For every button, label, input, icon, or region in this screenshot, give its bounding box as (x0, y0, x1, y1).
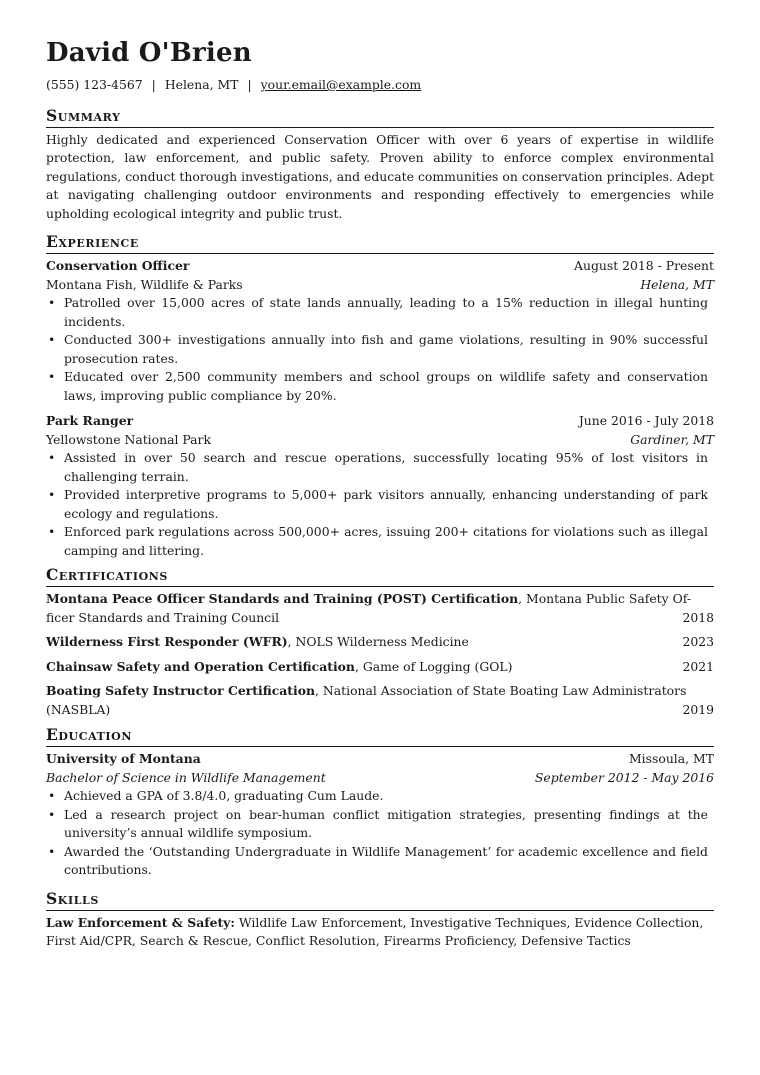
job-bullet: • Conducted 300+ investigations annually into fish and game violations, resulting in 90% successful prosecution rates. (64, 331, 714, 368)
job-bullet: • Patrolled over 15,000 acres of state lands annually, leading to a 15% reduction in illegal hunting incidents. (64, 294, 714, 331)
certification-name: Wilderness First Responder (WFR) (46, 634, 288, 649)
certification-name: Boating Safety Instructor Certification (46, 683, 316, 698)
candidate-name: David O'Brien (46, 38, 252, 68)
job-entry (46, 257, 714, 405)
certification-year: 2023 (682, 634, 714, 649)
contact-line (46, 76, 714, 95)
skills-section (46, 889, 714, 951)
skills-list: Wildlife Law Enforcement, Investigative Techniques, Evidence Collection, First Aid/CPR, Search & Rescue, Conflict Resolution, Firearms Proficiency, Defensive Tactics (46, 914, 704, 948)
job-location: Helena, MT (640, 276, 714, 292)
section-title-certifications: Certifications (46, 565, 714, 587)
certification-name: Montana Peace Officer Standards and Training (POST) Certification (46, 591, 519, 606)
contact-separator: | (247, 77, 252, 92)
certification-issuer: , NOLS Wilderness Medicine (287, 634, 469, 649)
job-dates: August 2018 - Present (574, 258, 714, 273)
job-location: Gardiner, MT (630, 431, 714, 447)
section-title-education: Education (46, 725, 714, 747)
school-location: Missoula, MT (629, 751, 714, 766)
email-link[interactable]: your.email@example.com (260, 77, 422, 92)
job-entry (46, 412, 714, 560)
job-dates: June 2016 - July 2018 (578, 413, 714, 428)
skills-line (46, 914, 714, 951)
education-bullet: • Achieved a GPA of 3.8/4.0, graduating Cum Laude. (64, 787, 714, 806)
job-bullet: • Enforced park regulations across 500,000+ acres, issuing 200+ citations for violations such as illegal camping and littering. (64, 523, 714, 560)
certification-year: 2021 (682, 658, 714, 674)
certification-issuer: , Game of Logging (GOL) (354, 658, 513, 674)
certification-issuer: ficer Standards and Training Council (46, 609, 280, 625)
phone-number: (555) 123-4567 (46, 77, 143, 92)
job-role: Park Ranger (46, 413, 134, 428)
certification-issuer: , Montana Public Safety Of- (518, 591, 692, 606)
education-section (46, 725, 714, 880)
skills-category: Law Enforcement & Safety: (46, 914, 235, 930)
job-organization: Yellowstone National Park (46, 431, 211, 447)
summary-text: Highly dedicated and experienced Conservation Officer with over 6 years of expertise in wildlife protection, law enforcement, and public safety. Proven ability to enforce complex environmental regulations, conduct thorough investigations, and educate communities on conservation principles. Adept at navigating challenging outdoor environments and responding effectively to emergencies while upholding ecological integrity and public trust. (46, 131, 714, 221)
certification-issuer: , National Association of State Boating Law Administrators (315, 683, 687, 698)
education-dates: September 2012 - May 2016 (534, 769, 714, 785)
school-name: University of Montana (46, 751, 201, 766)
certifications-section (46, 565, 714, 719)
job-bullet: • Provided interpretive programs to 5,000+ park visitors annually, enhancing understanding of park ecology and regulations. (64, 486, 714, 523)
degree: Bachelor of Science in Wildlife Management (46, 769, 326, 785)
contact-separator: | (151, 77, 156, 92)
certification-name: Chainsaw Safety and Operation Certification (46, 658, 355, 674)
education-bullet: • Led a research project on bear-human conflict mitigation strategies, presenting findings at the university’s annual wildlife symposium. (64, 806, 714, 843)
certification-entry (46, 590, 714, 627)
certification-year: 2019 (682, 701, 714, 717)
certification-issuer: (NASBLA) (46, 701, 111, 717)
summary-section (46, 106, 714, 224)
certification-entry (46, 682, 714, 719)
job-role: Conservation Officer (46, 258, 190, 273)
section-title-experience: Experience (46, 232, 714, 254)
certification-entry (46, 633, 714, 652)
certification-entry (46, 658, 714, 677)
education-bullet: • Awarded the ‘Outstanding Undergraduate in Wildlife Management’ for academic excellence and field contributions. (64, 843, 714, 880)
section-title-summary: Summary (46, 106, 714, 128)
job-bullet: • Assisted in over 50 search and rescue operations, successfully locating 95% of lost visitors in challenging terrain. (64, 449, 714, 486)
location: Helena, MT (164, 77, 239, 92)
job-bullet: • Educated over 2,500 community members and school groups on wildlife safety and conservation laws, improving public compliance by 20%. (64, 368, 714, 405)
experience-section (46, 232, 714, 560)
certification-year: 2018 (682, 609, 714, 625)
section-title-skills: Skills (46, 889, 714, 911)
job-organization: Montana Fish, Wildlife & Parks (46, 276, 243, 292)
